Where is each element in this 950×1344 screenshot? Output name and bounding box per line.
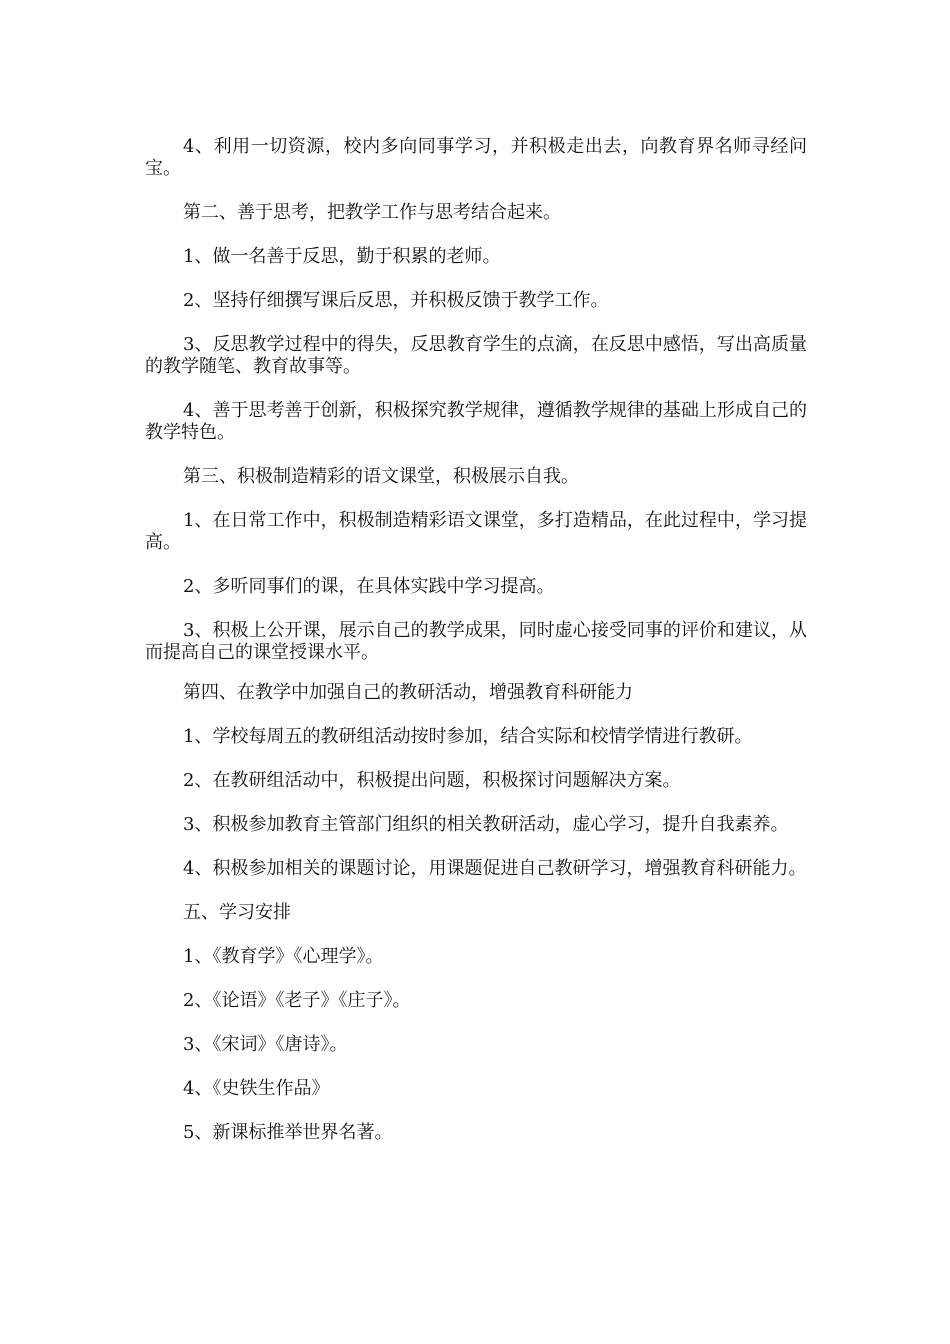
paragraph: 3、积极参加教育主管部门组织的相关教研活动，虚心学习，提升自我素养。 xyxy=(183,814,789,835)
reading-list-item: 1、《教育学》《心理学》。 xyxy=(183,946,384,967)
reading-list-item: 5、新课标推举世界名著。 xyxy=(183,1122,393,1143)
paragraph: 4、积极参加相关的课题讨论，用课题促进自己教研学习，增强教育科研能力。 xyxy=(183,858,807,879)
paragraph: 2、坚持仔细撰写课后反思，并积极反馈于教学工作。 xyxy=(183,290,609,311)
paragraph: 1、在日常工作中，积极制造精彩语文课堂，多打造精品，在此过程中，学习提高。 xyxy=(145,510,807,553)
paragraph: 1、学校每周五的教研组活动按时参加，结合实际和校情学情进行教研。 xyxy=(183,726,753,747)
reading-list-item: 4、《史铁生作品》 xyxy=(183,1078,330,1099)
paragraph: 4、利用一切资源，校内多向同事学习，并积极走出去，向教育界名师寻经问宝。 xyxy=(145,136,807,179)
section-heading: 五、学习安排 xyxy=(183,902,291,923)
document-body xyxy=(145,136,807,1166)
section-heading: 第二、善于思考，把教学工作与思考结合起来。 xyxy=(183,202,561,223)
reading-list-item: 2、《论语》《老子》《庄子》。 xyxy=(183,990,411,1011)
paragraph: 3、反思教学过程中的得失，反思教育学生的点滴，在反思中感悟，写出高质量的教学随笔、教育故事等。 xyxy=(145,334,807,377)
reading-list-item: 3、《宋词》《唐诗》。 xyxy=(183,1034,348,1055)
section-heading: 第三、积极制造精彩的语文课堂，积极展示自我。 xyxy=(183,466,579,487)
section-heading: 第四、在教学中加强自己的教研活动，增强教育科研能力 xyxy=(183,682,633,703)
paragraph: 1、做一名善于反思，勤于积累的老师。 xyxy=(183,246,501,267)
paragraph: 4、善于思考善于创新，积极探究教学规律，遵循教学规律的基础上形成自己的教学特色。 xyxy=(145,400,807,443)
paragraph: 2、多听同事们的课，在具体实践中学习提高。 xyxy=(183,576,555,597)
paragraph: 2、在教研组活动中，积极提出问题，积极探讨问题解决方案。 xyxy=(183,770,681,791)
paragraph: 3、积极上公开课，展示自己的教学成果，同时虚心接受同事的评价和建议，从而提高自己的课堂授课水平。 xyxy=(145,620,807,663)
